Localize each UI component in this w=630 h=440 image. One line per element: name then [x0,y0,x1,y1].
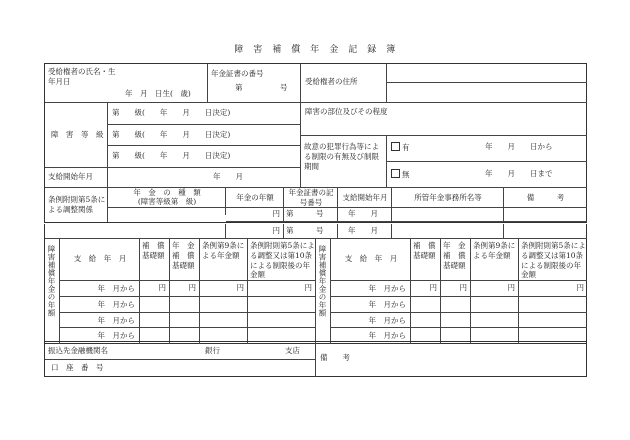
pension-header-art9 [471,239,519,281]
pension-header-label: 年 金補 償基礎額 [443,241,466,270]
pension-table-right [316,239,587,344]
yen-unit: 円 [429,283,437,292]
crime-label: 故意の犯罪行為等による制限の有無及び制限期間 [304,142,379,171]
adjust-amount-unit: 円 [272,209,280,218]
pension-side-label: 障害補償年金の年額 [47,245,56,317]
adjust-row-start [338,208,392,222]
pension-header-base [140,239,170,281]
pension-header-label: 補 償基礎額 [142,241,165,260]
crime-yes-period: 年 月 日から [485,142,553,151]
pension-row-cell [248,297,316,313]
pension-header-art5 [248,239,316,281]
adjust-row-amount [226,224,284,239]
pension-header-label: 条例第9条による年金額 [473,241,516,260]
pension-row-cell [519,313,587,329]
bank-label: 振込先金融機関名 [48,346,108,355]
pension-header-label: 支 給 年 月 [344,254,398,263]
grade-row-text: 第 級( 年 月 日決定) [112,151,231,160]
injury-site-cell [301,103,587,136]
adjust-row-type [108,208,226,215]
pension-header-month [331,239,411,281]
adjust-remarks-header [504,188,587,208]
grade-row [108,103,301,125]
adjust-row-remarks [504,224,587,239]
pension-header-month [60,239,140,281]
pension-side-label: 障害補償年金の年額 [318,245,327,317]
crime-no-period: 年 月 日まで [485,169,553,178]
adjust-cert-value: 第 号 [286,226,324,235]
yen-unit: 円 [507,283,515,292]
pension-row-cell [200,313,248,329]
adjust-row-cert [284,224,338,239]
adjust-type-sub: (障害等級第 級) [137,197,197,206]
pension-row-from: 年 月から [97,315,135,325]
start-value-cell [108,168,301,188]
adjust-amount-label: 年金の年額 [236,193,274,202]
adjust-row-amount [226,208,284,222]
grade-label-cell [45,103,108,168]
pension-row-cell [248,281,316,297]
start-label: 支給開始年月 [48,172,93,181]
adjust-row-office [392,208,504,222]
adjust-row-office [392,224,504,239]
pension-row-cell [411,281,441,297]
pension-row-cell [170,297,200,313]
crime-label-cell [301,136,387,188]
yen-unit: 円 [188,283,196,292]
pension-row-from: 年 月から [97,284,135,293]
pension-header-label: 条例附則第5条による調整又は第10条による制限後の年金額 [521,241,586,280]
pension-row-cell [60,281,140,297]
pension-row-cell [441,297,471,313]
pension-row-cell [519,281,587,297]
pension-row-cell [519,297,587,313]
bottom-remarks-cell [316,342,587,377]
pension-header-base [411,239,441,281]
adjust-row-type [45,224,226,239]
bank-name-row [45,342,316,360]
pension-row-from: 年 月から [97,299,135,309]
adjust-start-value: 年 月 [348,209,378,218]
pension-row-cell [411,297,441,313]
pension-row-cell [60,313,140,329]
grade-row-text: 第 級( 年 月 日決定) [112,130,231,139]
pension-row-from: 年 月から [368,315,406,325]
yen-unit: 円 [158,283,166,292]
bank-value: 銀行 [205,346,220,355]
adjust-cert-header [284,188,338,208]
name-label: 受給権者の氏名・生年月日 [48,67,116,86]
pension-row-cell [60,297,140,313]
pension-row-cell [170,281,200,297]
adjust-office-header [392,188,504,208]
injury-site-label: 障害の部位及びその程度 [305,107,388,116]
checkbox-icon [391,142,400,151]
address-line-2 [387,83,587,103]
pension-row-cell [248,313,316,329]
pension-row-cell [471,313,519,329]
recipient-section [44,63,587,223]
pension-row-cell [471,297,519,313]
account-label: 口 座 番 号 [51,363,104,372]
crime-no-row [387,162,587,188]
adjust-row-start [338,224,392,239]
adjust-amount-unit: 円 [272,226,280,235]
pension-section [44,224,587,344]
grade-row-text: 第 級( 年 月 日決定) [112,108,231,117]
pension-side-label-cell [316,239,331,344]
address-label-cell [301,64,387,103]
adjust-remarks-label: 備 考 [526,193,565,202]
crime-yes-label: 有 [402,143,410,152]
pension-header-art9 [200,239,248,281]
pension-row-cell [170,313,200,329]
adjust-amount-header [226,188,284,208]
adjust-label: 条例附則第5条による調整関係 [48,195,106,214]
pension-row-cell [471,281,519,297]
yen-unit: 円 [236,283,244,292]
pension-row-from: 年 月から [97,331,135,341]
yen-unit: 円 [304,283,312,292]
branch-value: 支店 [285,346,300,355]
adjust-cert-label: 年金証書の記号番号 [288,188,334,207]
pension-row-cell [331,297,411,313]
pension-row-from: 年 月から [368,331,406,341]
adjust-row-remarks [504,208,587,222]
pension-row-cell [200,297,248,313]
pension-row-from: 年 月から [368,284,406,293]
pension-row-cell [140,281,170,297]
grade-row [108,125,301,146]
pension-row-cell [441,313,471,329]
adjust-start-header [338,188,392,208]
adjust-office-label: 所管年金事務所名等 [414,193,482,202]
pension-row-cell [140,313,170,329]
pension-row-cell [411,313,441,329]
name-cell [45,64,208,103]
bank-section [44,341,587,377]
yen-unit: 円 [459,283,467,292]
pension-table-left [45,239,316,344]
pension-header-label: 条例第9条による年金額 [202,241,245,260]
start-label-cell [45,168,108,188]
cert-number-value: 第 号 [235,83,288,92]
grade-label: 障 害 等 級 [51,130,104,139]
checkbox-icon [391,169,400,178]
pension-row-cell [331,313,411,329]
page-title: 障 害 補 償 年 金 記 録 簿 [234,45,396,55]
pension-header-label: 支 給 年 月 [73,254,127,263]
account-row [45,360,316,377]
adjust-row-cert [284,208,338,222]
pension-row-cell [331,281,411,297]
yen-unit: 円 [576,283,584,292]
cert-number-cell [208,64,301,103]
pension-header-label: 補 償基礎額 [413,241,436,260]
birth-suffix: 年 月 日生( 歳) [125,89,191,98]
adjust-cert-value: 第 号 [286,209,324,218]
pension-side-label-cell [45,239,60,344]
pension-row-cell [200,281,248,297]
pension-row-cell [441,281,471,297]
pension-header-label: 条例附則第5条による調整又は第10条による制限後の年金額 [250,241,315,280]
crime-no-label: 無 [402,170,410,179]
pension-header-ann [170,239,200,281]
pension-header-ann [441,239,471,281]
adjust-label-cell [45,188,108,222]
pension-header-art5 [519,239,587,281]
adjust-type-label: 年 金 の 種 類 [133,188,201,197]
address-label: 受給権者の住所 [305,77,358,86]
pension-row-cell [140,297,170,313]
adjust-start-value: 年 月 [348,226,378,235]
start-value: 年 月 [213,172,243,181]
address-line-1 [387,64,587,83]
cert-number-label: 年金証書の番号 [211,69,264,78]
pension-row-from: 年 月から [368,299,406,309]
bottom-remarks-label: 備 考 [320,353,350,362]
adjust-start-label: 支給開始年月 [342,193,388,202]
pension-header-label: 年 金補 償基礎額 [172,241,195,270]
crime-yes-row [387,136,587,162]
grade-row [108,146,301,168]
adjust-type-header [108,188,226,208]
